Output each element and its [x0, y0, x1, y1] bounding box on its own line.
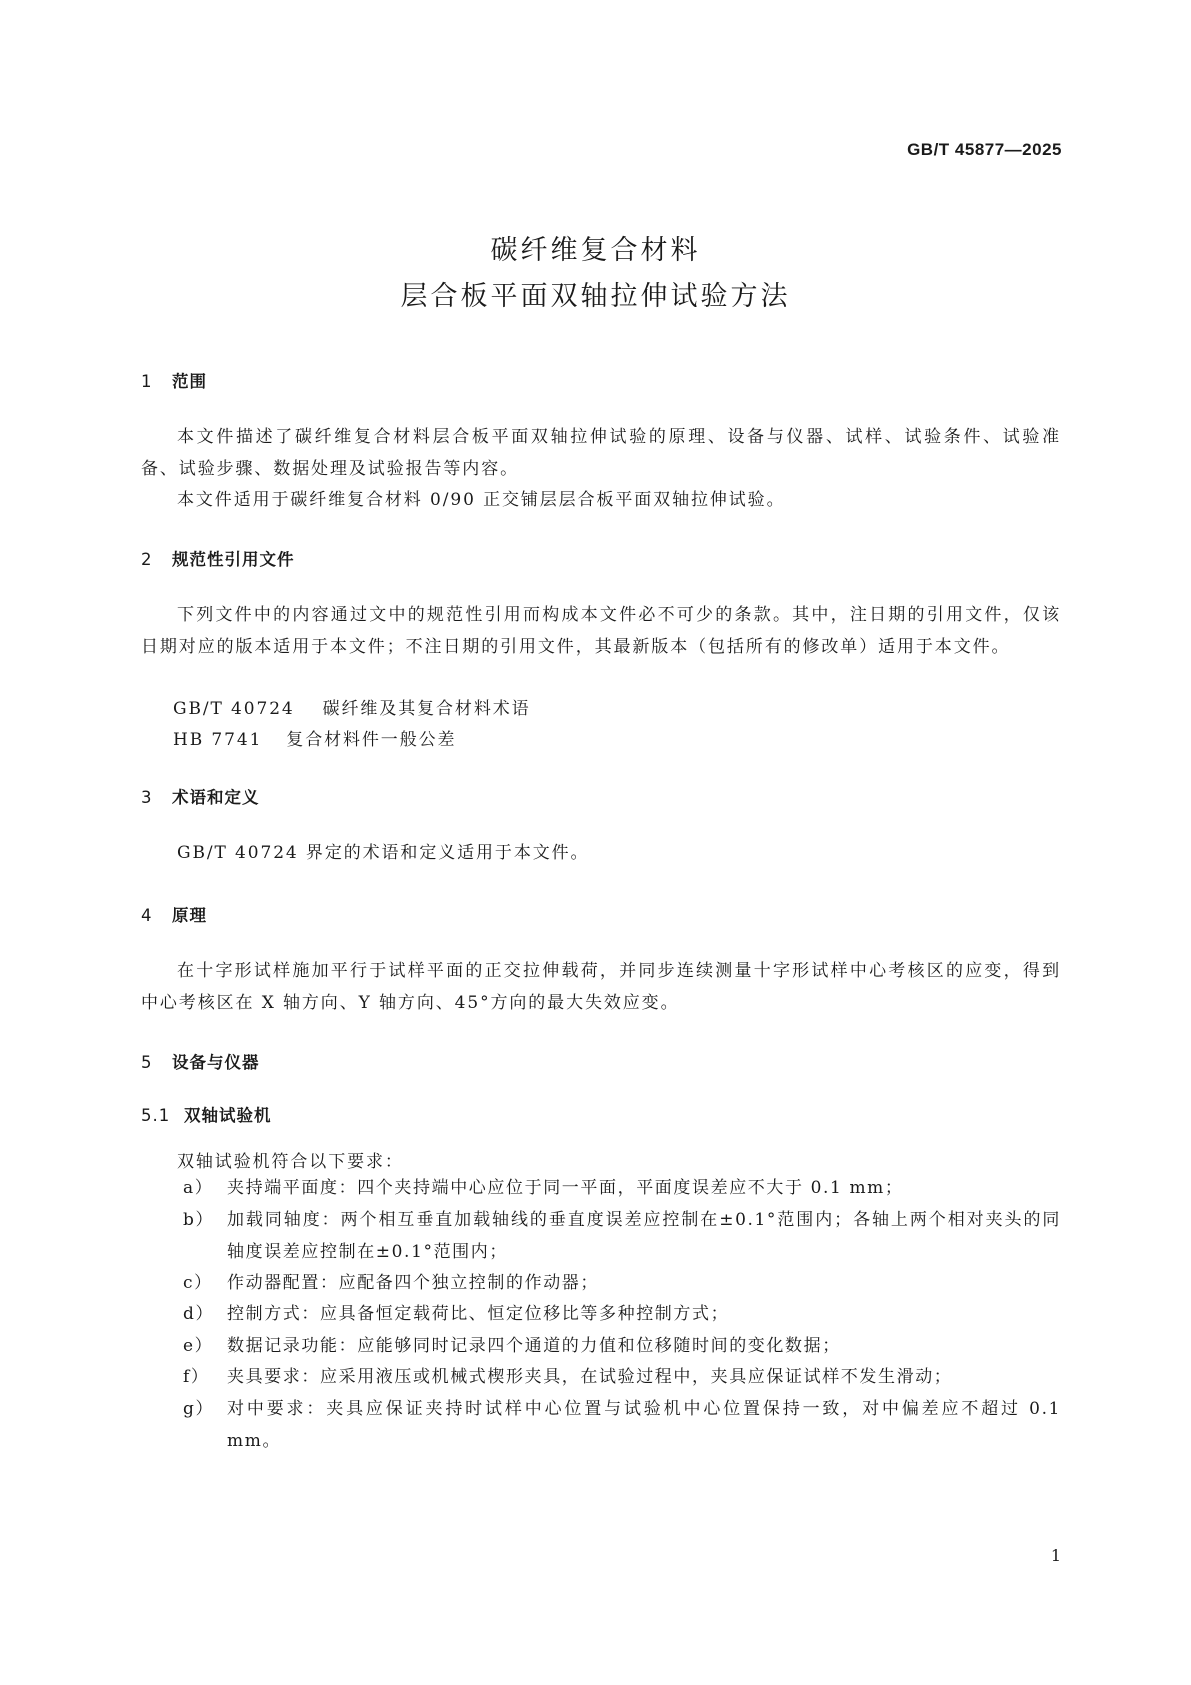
- subsection-title: 双轴试验机: [184, 1106, 272, 1125]
- section-1-paragraph-1: 本文件描述了碳纤维复合材料层合板平面双轴拉伸试验的原理、设备与仪器、试样、试验条件、试验准备、试验步骤、数据处理及试验报告等内容。: [141, 427, 1061, 479]
- section-title: 术语和定义: [172, 788, 260, 807]
- section-title: 范围: [172, 372, 207, 391]
- section-number: 2: [141, 550, 153, 569]
- reference-code: HB 7741: [173, 730, 263, 750]
- list-item-text: 夹具要求：应采用液压或机械式楔形夹具，在试验过程中，夹具应保证试样不发生滑动；: [227, 1367, 953, 1387]
- list-item: [183, 1394, 1061, 1457]
- section-1-heading: [141, 368, 207, 392]
- reference-item: [173, 725, 456, 750]
- section-number: 5: [141, 1053, 153, 1072]
- section-number: 3: [141, 788, 153, 807]
- section-4-paragraph-1: 在十字形试样施加平行于试样平面的正交拉伸载荷，并同步连续测量十字形试样中心考核区的应变，得到中心考核区在 X 轴方向、Y 轴方向、45°方向的最大失效应变。: [141, 961, 1061, 1013]
- section-title: 设备与仪器: [172, 1053, 260, 1072]
- list-item-text: 夹持端平面度：四个夹持端中心应位于同一平面，平面度误差应不大于 0.1 mm；: [227, 1178, 904, 1198]
- list-item-text: 数据记录功能：应能够同时记录四个通道的力值和位移随时间的变化数据；: [227, 1336, 841, 1356]
- list-item-marker: e）: [183, 1336, 214, 1356]
- list-item-marker: g）: [183, 1399, 215, 1419]
- section-1-paragraph-2: 本文件适用于碳纤维复合材料 0/90 正交铺层层合板平面双轴拉伸试验。: [177, 490, 786, 510]
- reference-title: 碳纤维及其复合材料术语: [322, 699, 531, 719]
- list-item: [183, 1205, 1061, 1268]
- list-item: [183, 1299, 1061, 1331]
- document-title-line2: 层合板平面双轴拉伸试验方法: [400, 281, 791, 312]
- reference-code: GB/T 40724: [173, 699, 295, 719]
- list-item: [183, 1331, 1061, 1363]
- list-item: [183, 1362, 1061, 1394]
- subsection-5-1-heading: [141, 1102, 272, 1126]
- list-item-marker: a）: [183, 1178, 214, 1198]
- list-item-text: 控制方式：应具备恒定载荷比、恒定位移比等多种控制方式；: [227, 1304, 730, 1324]
- section-5-heading: [141, 1049, 260, 1073]
- list-item-text: 对中要求：夹具应保证夹持时试样中心位置与试验机中心位置保持一致，对中偏差应不超过 0.1 mm。: [227, 1399, 1061, 1451]
- section-3-heading: [141, 784, 260, 808]
- reference-title: 复合材料件一般公差: [286, 730, 457, 750]
- section-3-paragraph-1: GB/T 40724 界定的术语和定义适用于本文件。: [177, 843, 590, 863]
- section-4-heading: [141, 902, 207, 926]
- list-item-marker: b）: [183, 1210, 215, 1230]
- subsection-number: 5.1: [141, 1106, 171, 1125]
- list-item-text: 作动器配置：应配备四个独立控制的作动器；: [227, 1273, 599, 1293]
- list-item-marker: f）: [183, 1367, 210, 1387]
- section-2-paragraph-1: 下列文件中的内容通过文中的规范性引用而构成本文件必不可少的条款。其中，注日期的引用文件，仅该日期对应的版本适用于本文件；不注日期的引用文件，其最新版本（包括所有的修改单）适用于本文件。: [141, 605, 1061, 657]
- list-item-marker: c）: [183, 1273, 213, 1293]
- list-item: [183, 1173, 1061, 1205]
- document-title-line1: 碳纤维复合材料: [490, 235, 701, 266]
- section-number: 1: [141, 372, 153, 391]
- page-number: 1: [1050, 1546, 1061, 1565]
- subsection-5-1-intro: 双轴试验机符合以下要求：: [177, 1152, 404, 1172]
- section-title: 原理: [172, 906, 207, 925]
- section-number: 4: [141, 906, 153, 925]
- reference-item: [173, 694, 531, 719]
- list-item-text: 加载同轴度：两个相互垂直加载轴线的垂直度误差应控制在±0.1°范围内；各轴上两个相对夹头的同轴度误差应控制在±0.1°范围内；: [227, 1210, 1061, 1262]
- section-2-heading: [141, 546, 295, 570]
- section-title: 规范性引用文件: [172, 550, 295, 569]
- list-item-marker: d）: [183, 1304, 215, 1324]
- standard-code: GB/T 45877—2025: [907, 140, 1062, 159]
- list-item: [183, 1268, 1061, 1300]
